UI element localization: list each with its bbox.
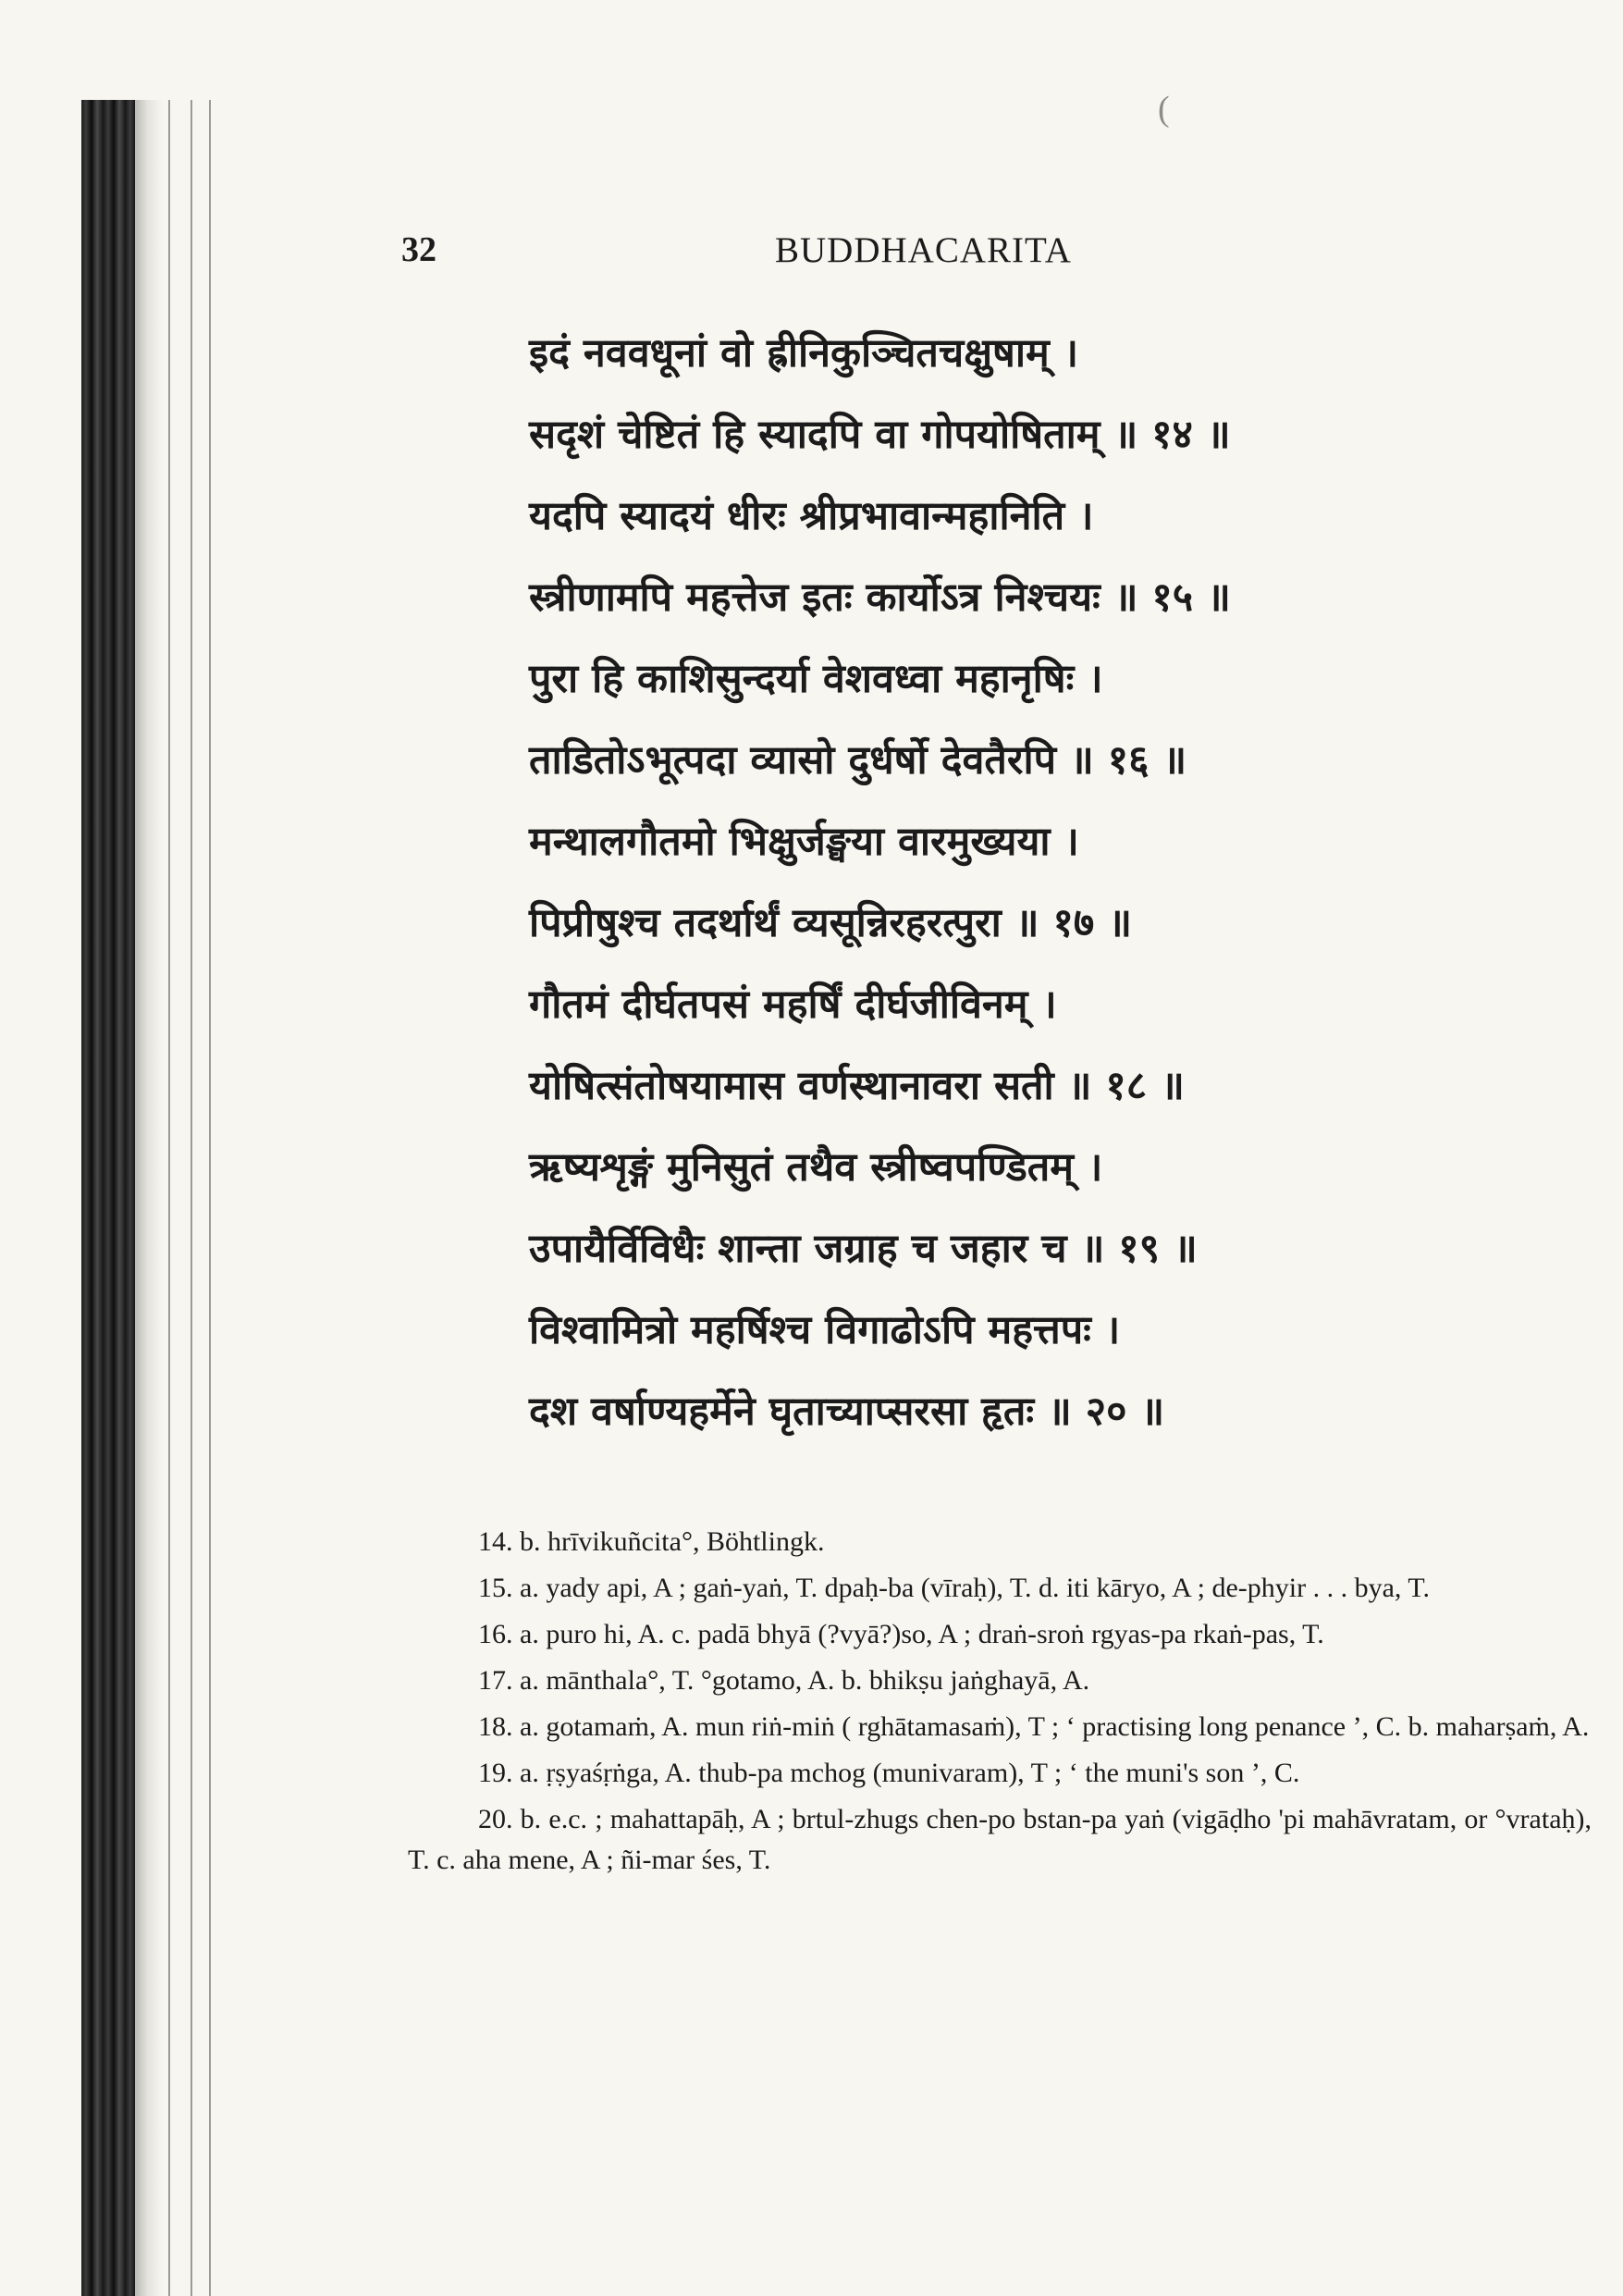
footnote-19: 19. a. ṛṣyaśṛṅga, A. thub-pa mchog (munivaram), T ; ‘ the muni's son ’, C. <box>478 1758 1300 1788</box>
verse-line: स्त्रीणामपि महत्तेज इतः कार्योऽत्र निश्चयः ॥ १५ ॥ <box>529 574 1231 621</box>
footnote-20: 20. b. e.c. ; mahattapāḥ, A ; brtul-zhugs chen-po bstan-pa yaṅ (vigāḍho 'pi mahāvratam, or °vrataḥ), T. c. aha mene, A ; ñi-mar śes, T. <box>408 1804 1592 1875</box>
verse-block <box>529 313 1500 1452</box>
footnote-17: 17. a. mānthala°, T. °gotamo, A. b. bhikṣu jaṅghayā, A. <box>478 1665 1090 1696</box>
gutter-line <box>168 100 170 2296</box>
verse-16 <box>529 638 1500 801</box>
verse-line: यदपि स्यादयं धीरः श्रीप्रभावान्महानिति । <box>529 493 1094 539</box>
book-binding <box>81 100 135 2296</box>
verse-17 <box>529 801 1500 964</box>
verse-line: गौतमं दीर्घतपसं महर्षिं दीर्घजीविनम् । <box>529 981 1057 1028</box>
verse-line: मन्थालगौतमो भिक्षुर्जङ्घया वारमुख्यया । <box>529 819 1079 865</box>
footnote-18: 18. a. gotamaṁ, A. mun riṅ-miṅ ( rghātamasaṁ), T ; ‘ practising long penance ’, C. b. maharṣaṁ, A. <box>478 1711 1590 1742</box>
verse-15 <box>529 475 1500 638</box>
footnote-16: 16. a. puro hi, A. c. padā bhyā (?vyā?)so, A ; draṅ-sroṅ rgyas-pa rkaṅ-pas, T. <box>478 1619 1324 1649</box>
binding-shadow <box>135 100 163 2296</box>
verse-14 <box>529 313 1500 475</box>
verse-line: ताडितोऽभूत्पदा व्यासो दुर्धर्षो देवतैरपि ॥ १६ ॥ <box>529 737 1187 784</box>
footnotes <box>408 1522 1592 1886</box>
verse-line: योषित्संतोषयामास वर्णस्थानावरा सती ॥ १८ ॥ <box>529 1063 1185 1109</box>
verse-line: उपायैर्विविधैः शान्ता जग्राह च जहार च ॥ १९ ॥ <box>529 1226 1198 1272</box>
verse-19 <box>529 1127 1500 1290</box>
verse-line: पुरा हि काशिसुन्दर्या वेशवध्वा महानृषिः । <box>529 656 1103 702</box>
verse-20 <box>529 1290 1500 1452</box>
page-number: 32 <box>401 230 436 269</box>
verse-18 <box>529 964 1500 1127</box>
verse-line: सदृशं चेष्टितं हि स्यादपि वा गोपयोषिताम् ॥ १४ ॥ <box>529 412 1231 458</box>
stray-mark: ( <box>1158 90 1170 129</box>
verse-line: दश वर्षाण्यहर्मेने घृताच्याप्सरसा हृतः ॥ २० ॥ <box>529 1389 1165 1435</box>
footnote-15: 15. a. yady api, A ; gaṅ-yaṅ, T. dpaḥ-ba (vīraḥ), T. d. iti kāryo, A ; de-phyir . . . bya, T. <box>478 1573 1430 1603</box>
page-header <box>401 229 1211 276</box>
running-title: BUDDHACARITA <box>775 230 1072 270</box>
verse-line: इदं नववधूनां वो ह्रीनिकुञ्चितचक्षुषाम् । <box>529 330 1079 376</box>
verse-line: ऋष्यशृङ्गं मुनिसुतं तथैव स्त्रीष्वपण्डितम् । <box>529 1144 1103 1191</box>
gutter-line <box>191 100 192 2296</box>
verse-line: पिप्रीषुश्च तदर्थार्थं व्यसून्निरहरत्पुरा ॥ १७ ॥ <box>529 900 1132 946</box>
gutter-line <box>209 100 211 2296</box>
verse-line: विश्वामित्रो महर्षिश्च विगाढोऽपि महत्तपः । <box>529 1307 1121 1353</box>
footnote-14: 14. b. hrīvikuñcita°, Böhtlingk. <box>478 1526 825 1557</box>
